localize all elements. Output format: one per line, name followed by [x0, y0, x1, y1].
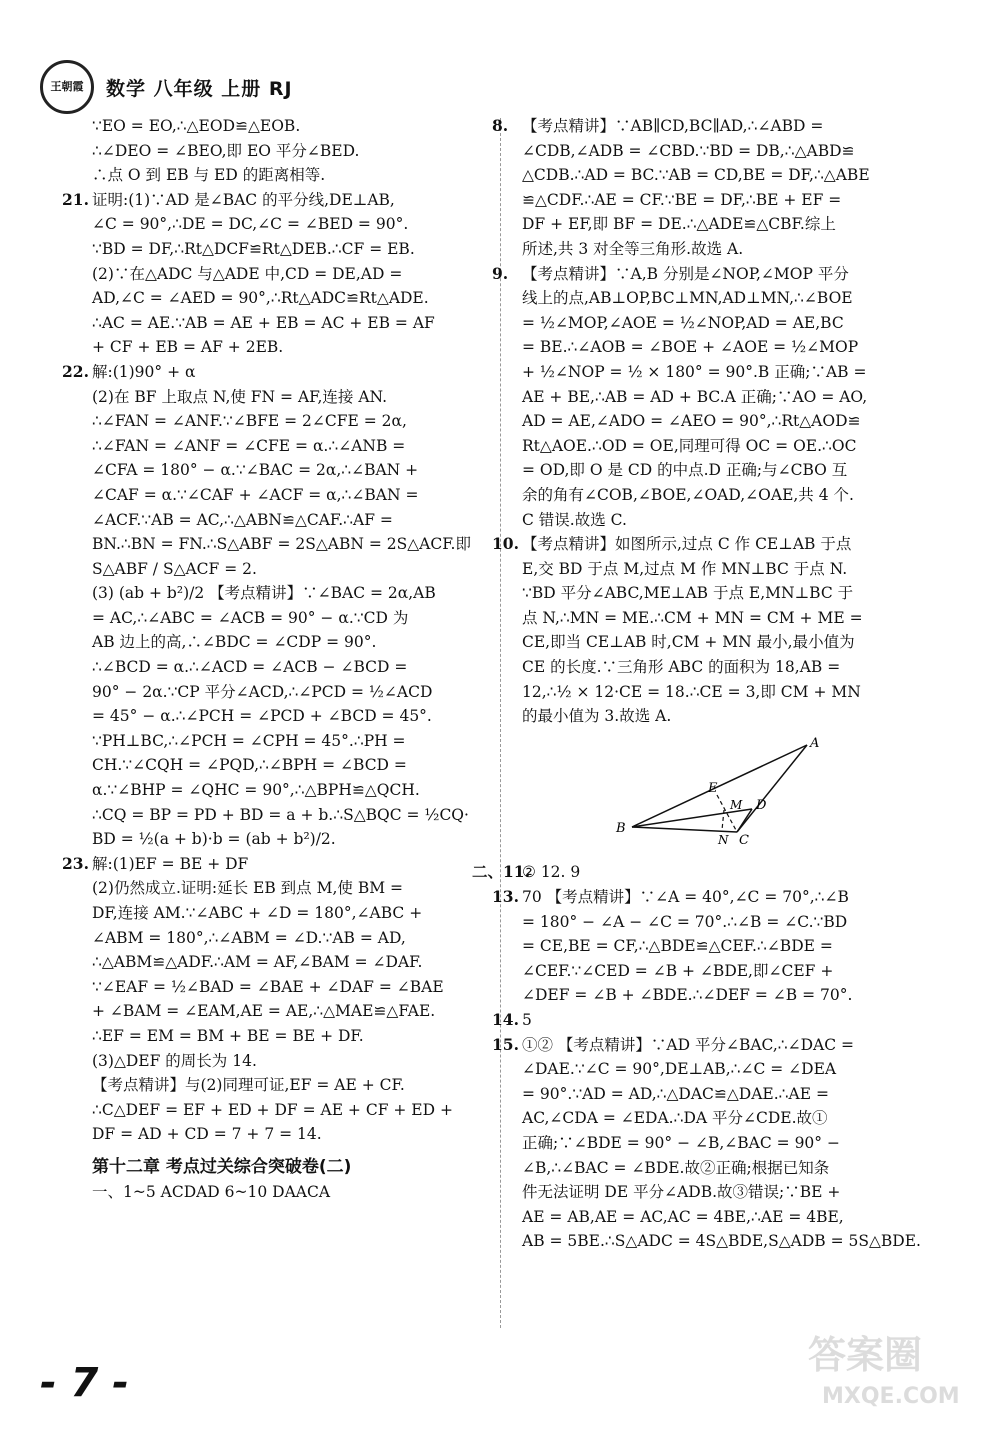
answer-text: + CF + EB = AF + 2EB.	[92, 338, 284, 357]
answer-line	[62, 852, 487, 877]
answer-text: ∠CFA = 180° − α.∵∠BAC = 2α,∴∠BAN +	[92, 461, 419, 480]
answer-text: ∠CDB,∠ADB = ∠CBD.∵BD = DB,∴△ABD≌	[522, 141, 855, 160]
answer-text: ∴∠BCD = α.∴∠ACD = ∠ACB − ∠BCD =	[92, 658, 408, 677]
answer-text: DF = AD + CD = 7 + 7 = 14.	[92, 1125, 322, 1144]
right-answer-lines	[492, 114, 950, 729]
answer-line	[92, 262, 487, 287]
answer-line	[92, 827, 487, 852]
answer-text: = ½∠MOP,∠AOE = ½∠NOP,AD = AE,BC	[522, 313, 844, 332]
answer-text: 12,∴½ × 12·CE = 18.∴CE = 3,即 CM + MN	[522, 682, 861, 701]
answer-line	[522, 1106, 950, 1131]
answer-text: 的最小值为 3.故选 A.	[522, 707, 672, 726]
answer-line	[92, 975, 487, 1000]
answer-text: 【考点精讲】∵AB∥CD,BC∥AD,∴∠ABD =	[522, 117, 824, 135]
segment-dc	[737, 809, 752, 832]
answer-text: (2)在 BF 上取点 N,使 FN = AF,连接 AN.	[92, 387, 388, 406]
answer-text: 余的角有∠COB,∠BOE,∠OAD,∠OAE,共 4 个.	[522, 485, 854, 504]
answer-text: = 90°.∵AD = AD,∴△DAC≌△DAE.∴AE =	[522, 1084, 829, 1103]
answer-text: △CDB.∴AD = BC.∵AB = CD,BE = DF,∴△ABE	[522, 166, 870, 185]
answer-text: 解:(1)EF = BE + DF	[92, 854, 249, 873]
answer-line	[522, 934, 950, 959]
answer-line	[522, 335, 950, 360]
answer-line	[522, 910, 950, 935]
answer-text: AB = 5BE.∴S△ADC = 4S△BDE,S△ADB = 5S△BDE.	[522, 1232, 921, 1251]
answer-line	[492, 1033, 950, 1058]
answer-line	[522, 409, 950, 434]
answer-text: 【考点精讲】∵A,B 分别是∠NOP,∠MOP 平分	[522, 264, 849, 283]
answer-line	[92, 532, 487, 557]
label-c: C	[739, 832, 749, 848]
answer-text: 【考点精讲】如图所示,过点 C 作 CE⊥AB 于点	[522, 535, 852, 554]
answer-text: Rt△AOE.∴OD = OE,同理可得 OC = OE.∴OC	[522, 436, 857, 455]
answer-line	[92, 483, 487, 508]
answer-text: DF + EF,即 BF = DE.∴△ADE≌△CBF.综上	[522, 215, 836, 234]
answer-line	[522, 680, 950, 705]
answer-text: (3)△DEF 的周长为 14.	[92, 1051, 257, 1070]
answer-text: = 45° − α.∴∠PCH = ∠PCD + ∠BCD = 45°.	[92, 707, 432, 726]
segment-ba	[632, 745, 807, 827]
answer-line	[522, 163, 950, 188]
answer-line	[92, 803, 487, 828]
answer-text: 线上的点,AB⊥OP,BC⊥MN,AD⊥MN,∴∠BOE	[522, 289, 853, 308]
answer-text: ∴∠FAN = ∠ANF = ∠CFE = α.∴∠ANB =	[92, 436, 406, 455]
answer-text: 证明:(1)∵AD 是∠BAC 的平分线,DE⊥AB,	[92, 190, 395, 209]
answer-text: AE + BE,∴AB = AD + BC.A 正确;∵AO = AO,	[522, 387, 868, 406]
page-number: - 7 -	[40, 1360, 129, 1406]
answer-text: 解:(1)90° + α	[92, 362, 196, 381]
answer-line	[492, 114, 950, 139]
answer-line	[522, 458, 950, 483]
answer-line	[92, 581, 487, 606]
logo-text: 王朝霞	[50, 80, 84, 93]
section-title: 第十二章 考点过关综合突破卷(二)	[92, 1156, 352, 1177]
answer-text: (3) (ab + b²)/2 【考点精讲】∵∠BAC = 2α,AB	[92, 584, 436, 603]
book-title: 数学 八年级 上册 RJ	[106, 77, 293, 100]
answer-line	[92, 163, 487, 188]
question-number: 14.	[492, 1010, 519, 1029]
answer-text: CH.∵∠CQH = ∠PQD,∴∠BPH = ∠BCD =	[92, 756, 407, 775]
label-e: E	[708, 780, 718, 796]
answer-text: (2)∵在△ADC 与△ADE 中,CD = DE,AD =	[92, 264, 403, 283]
answer-line	[522, 1082, 950, 1107]
answer-text: ∠CAF = α.∵∠CAF + ∠ACF = α,∴∠BAN =	[92, 485, 419, 504]
answer-line	[522, 557, 950, 582]
answer-line	[92, 335, 487, 360]
answer-line	[522, 311, 950, 336]
answer-line	[92, 286, 487, 311]
answer-line	[522, 434, 950, 459]
answer-text: AD,∠C = ∠AED = 90°,∴Rt△ADC≌Rt△ADE.	[92, 289, 429, 308]
answer-line	[522, 1180, 950, 1205]
answer-line	[92, 606, 487, 631]
answer-line	[492, 262, 950, 287]
answer-text: ∵∠EAF = ½∠BAD = ∠BAE + ∠DAF = ∠BAE	[92, 977, 444, 996]
answer-text: ①② 【考点精讲】∵AD 平分∠BAC,∴∠DAC =	[522, 1035, 855, 1054]
answer-text: 所述,共 3 对全等三角形.故选 A.	[522, 239, 744, 258]
answer-text: BN.∴BN = FN.∴S△ABF = 2S△ABN = 2S△ACF.即	[92, 535, 471, 554]
answer-text: ∠CEF.∵∠CED = ∠B + ∠BDE,即∠CEF +	[522, 961, 834, 980]
answer-line	[92, 114, 487, 139]
answer-line	[522, 483, 950, 508]
question-number: 9.	[492, 263, 509, 283]
answer-text: ∵PH⊥BC,∴∠PCH = ∠CPH = 45°.∴PH =	[92, 731, 406, 750]
answer-text: ∠C = 90°,∴DE = DC,∠C = ∠BED = 90°.	[92, 215, 409, 234]
answer-text: 5	[522, 1011, 532, 1029]
answer-text: + ∠BAM = ∠EAM,AE = AE,∴△MAE≌△FAE.	[92, 1002, 436, 1021]
answer-line	[92, 729, 487, 754]
answer-line	[92, 999, 487, 1024]
answer-text: ∠DEF = ∠B + ∠BDE.∴∠DEF = ∠B = 70°.	[522, 986, 853, 1005]
answer-line	[472, 860, 950, 885]
answer-line	[522, 212, 950, 237]
label-m: M	[730, 797, 743, 812]
answer-line	[522, 581, 950, 606]
question-number: 22.	[62, 361, 89, 381]
answer-line	[492, 532, 950, 557]
answer-text: ∠ABM = 180°,∴∠ABM = ∠D.∵AB = AD,	[92, 928, 406, 947]
answer-line	[92, 926, 487, 951]
watermark-logo	[800, 1323, 970, 1413]
answer-text: C 错误.故选 C.	[522, 510, 627, 529]
answer-line	[92, 1073, 487, 1098]
column-divider	[500, 118, 501, 1328]
answer-text: ∴CQ = BP = PD + BD = a + b.∴S△BQC = ½CQ·	[92, 805, 469, 824]
answer-text: ∴EF = EM = BM + BE = BE + DF.	[92, 1026, 364, 1045]
question-number: 8.	[492, 116, 509, 135]
answer-text: ∠B,∴∠BAC = ∠BDE.故②正确;根据已知条	[522, 1158, 830, 1177]
right-answer-lines-2	[472, 860, 950, 1254]
answer-line	[62, 360, 487, 385]
left-column	[62, 114, 487, 1204]
answer-line	[522, 385, 950, 410]
answer-line	[522, 630, 950, 655]
question-number: 15.	[492, 1034, 519, 1054]
answer-text: AB 边上的高,∴∠BDC = ∠CDP = 90°.	[92, 633, 377, 652]
watermark-en: MXQE.COM	[822, 1384, 960, 1409]
choice-answers: 一、1~5 ACDAD 6~10 DAACA	[92, 1182, 331, 1201]
question-number: 二、11.	[472, 862, 530, 882]
answer-line	[522, 655, 950, 680]
answer-line	[92, 901, 487, 926]
answer-line	[522, 959, 950, 984]
answer-line	[92, 1049, 487, 1074]
left-answer-lines	[62, 114, 487, 1147]
answer-text: DF,连接 AM.∵∠ABC + ∠D = 180°,∠ABC +	[92, 904, 423, 922]
segment-bc	[632, 827, 737, 832]
answer-text: CE,即当 CE⊥AB 时,CM + MN 最小,最小值为	[522, 633, 855, 652]
label-d: D	[756, 797, 767, 813]
answer-line	[92, 434, 487, 459]
question-number: 13.	[492, 887, 519, 907]
answer-line	[62, 188, 487, 213]
answer-line	[92, 385, 487, 410]
answer-line	[92, 630, 487, 655]
answer-line	[92, 557, 487, 582]
answer-line	[92, 1024, 487, 1049]
answer-text: ∴AC = AE.∵AB = AE + EB = AC + EB = AF	[92, 313, 435, 332]
answer-line	[492, 1008, 950, 1033]
answer-line	[92, 1098, 487, 1123]
answer-text: 90° − 2α.∵CP 平分∠ACD,∴∠PCD = ½∠ACD	[92, 682, 433, 701]
answer-line	[92, 876, 487, 901]
answer-line	[522, 508, 950, 533]
question-number: 10.	[492, 534, 519, 554]
answer-line	[92, 1122, 487, 1147]
answer-text: ∴∠FAN = ∠ANF.∵∠BFE = 2∠CFE = 2α,	[92, 412, 407, 431]
answer-line	[492, 885, 950, 910]
answer-text: ∵BD = DF,∴Rt△DCF≌Rt△DEB.∴CF = EB.	[92, 239, 415, 258]
answer-line	[522, 1131, 950, 1156]
answer-line	[522, 983, 950, 1008]
answer-text: α.∵∠BHP = ∠QHC = 90°,∴△BPH≌△QCH.	[92, 781, 420, 800]
answer-line	[522, 704, 950, 729]
answer-line	[92, 680, 487, 705]
answer-text: = 180° − ∠A − ∠C = 70°.∴∠B = ∠C.∵BD	[522, 912, 848, 931]
answer-text: S△ABF / S△ACF = 2.	[92, 559, 257, 578]
answer-line	[92, 655, 487, 680]
answer-line	[522, 139, 950, 164]
answer-text: ∴∠DEO = ∠BEO,即 EO 平分∠BED.	[92, 141, 360, 160]
answer-text: ∠DAE.∵∠C = 90°,DE⊥AB,∴∠C = ∠DEA	[522, 1060, 837, 1079]
answer-text: AC,∠CDA = ∠EDA.∴DA 平分∠CDE.故①	[522, 1109, 828, 1128]
segment-ca	[737, 745, 807, 832]
answer-line	[522, 1057, 950, 1082]
answer-text: AD = AE,∠ADO = ∠AEO = 90°,∴Rt△AOD≌	[522, 412, 861, 431]
right-column	[472, 114, 950, 1254]
answer-text: = OD,即 O 是 CD 的中点.D 正确;与∠CBO 互	[522, 461, 848, 480]
answer-text: 【考点精讲】与(2)同理可证,EF = AE + CF.	[92, 1076, 405, 1095]
answer-text: ② 12. 9	[522, 863, 581, 882]
answer-text: 70 【考点精讲】∵∠A = 40°,∠C = 70°,∴∠B	[522, 888, 849, 907]
answer-text: 件无法证明 DE 平分∠ADB.故③错误;∵BE +	[522, 1183, 841, 1202]
label-a: A	[810, 735, 820, 751]
answer-text: ∠ACF.∵AB = AC,∴△ABN≌△CAF.∴AF =	[92, 510, 393, 529]
answer-text: BD = ½(a + b)·b = (ab + b²)/2.	[92, 830, 336, 849]
answer-text: 正确;∵∠BDE = 90° − ∠B,∠BAC = 90° −	[522, 1133, 840, 1152]
question-number: 21.	[62, 189, 89, 209]
answer-text: 点 N,∴MN = ME.∴CM + MN = CM + ME =	[522, 608, 863, 627]
answer-line	[522, 606, 950, 631]
answer-line	[92, 508, 487, 533]
answer-line	[92, 311, 487, 336]
publisher-logo	[40, 60, 94, 114]
answer-line	[92, 778, 487, 803]
answer-text: = CE,BE = CF,∴△BDE≌△CEF.∴∠BDE =	[522, 937, 833, 956]
answer-line	[92, 458, 487, 483]
geometry-figure	[612, 737, 832, 847]
answer-text: ∴△ABM≌△ADF.∴AM = AF,∠BAM = ∠DAF.	[92, 953, 423, 972]
answer-text: (2)仍然成立.证明:延长 EB 到点 M,使 BM =	[92, 879, 403, 898]
answer-text: = AC,∴∠ABC = ∠ACB = 90° − α.∵CD 为	[92, 608, 409, 627]
answer-text: ∴C△DEF = EF + ED + DF = AE + CF + ED +	[92, 1100, 453, 1119]
answer-line	[92, 409, 487, 434]
page-header	[40, 62, 293, 112]
answer-text: AE = AB,AE = AC,AC = 4BE,∴AE = 4BE,	[522, 1207, 844, 1226]
label-n: N	[718, 832, 729, 847]
answer-text: E,交 BD 于点 M,过点 M 作 MN⊥BC 于点 N.	[522, 559, 848, 578]
answer-text: CE 的长度.∵三角形 ABC 的面积为 18,AB =	[522, 658, 841, 677]
watermark-cn: 答案圈	[808, 1333, 923, 1377]
label-b: B	[616, 820, 626, 836]
answer-line	[522, 1205, 950, 1230]
answer-line	[522, 188, 950, 213]
answer-line	[522, 237, 950, 262]
question-number: 23.	[62, 853, 89, 873]
answer-line	[92, 704, 487, 729]
answer-text: ∵BD 平分∠ABC,ME⊥AB 于点 E,MN⊥BC 于	[522, 584, 854, 603]
answer-text: = BE.∴∠AOB = ∠BOE + ∠AOE = ½∠MOP	[522, 338, 859, 357]
answer-line	[92, 950, 487, 975]
answer-line	[92, 237, 487, 262]
answer-text: + ½∠NOP = ½ × 180° = 90°.B 正确;∵AB =	[522, 362, 867, 381]
answer-line	[92, 212, 487, 237]
answer-text: ∵EO = EO,∴△EOD≌△EOB.	[92, 117, 301, 135]
answer-text: ∴点 O 到 EB 与 ED 的距离相等.	[92, 166, 326, 185]
answer-line	[522, 1156, 950, 1181]
answer-line	[92, 753, 487, 778]
answer-line	[522, 360, 950, 385]
answer-line	[522, 286, 950, 311]
answer-line	[522, 1229, 950, 1254]
answer-line	[92, 139, 487, 164]
answer-text: ≌△CDF.∴AE = CF.∵BE = DF,∴BE + EF =	[522, 190, 842, 209]
